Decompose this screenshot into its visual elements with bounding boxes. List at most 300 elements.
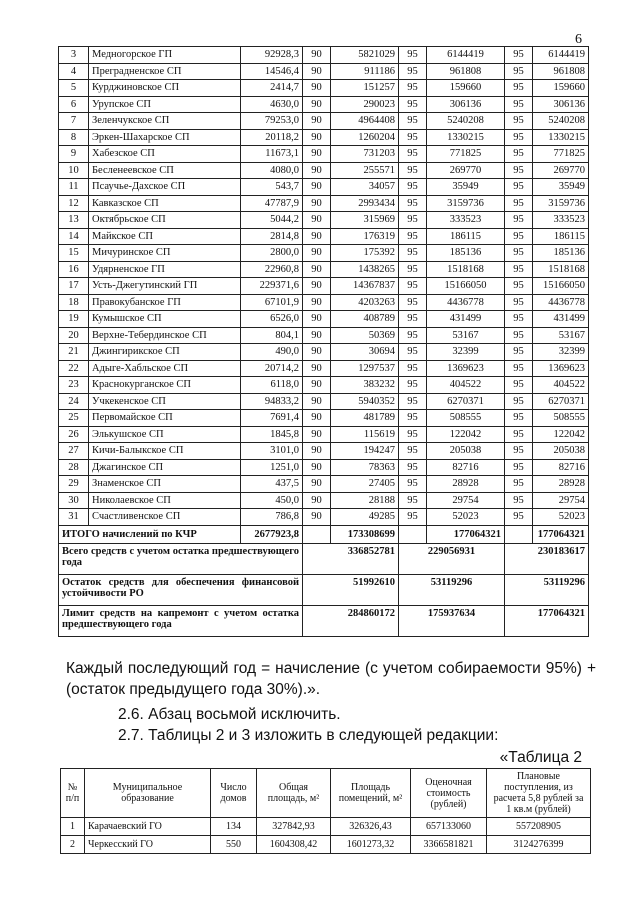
municipality-name: Верхне-Тебердинское СП [89, 327, 241, 344]
value-cell: 32399 [427, 344, 505, 361]
municipality-name: Джингирикское СП [89, 344, 241, 361]
value-cell: 290023 [331, 96, 399, 113]
header-cell: Площадь помещений, м² [331, 769, 411, 818]
row-number: 14 [59, 228, 89, 245]
table-cell: 657133060 [411, 818, 487, 836]
rate-cell: 95 [505, 245, 533, 262]
table-row [59, 294, 589, 311]
row-number: 31 [59, 509, 89, 526]
value-cell: 408789 [331, 311, 399, 328]
table-row [59, 327, 589, 344]
rate-cell: 90 [303, 146, 331, 163]
table-cell: 1604308,42 [257, 836, 331, 854]
municipality-name: Джагинское СП [89, 459, 241, 476]
value-cell: 175392 [331, 245, 399, 262]
value-cell: 1518168 [427, 261, 505, 278]
rate-cell: 90 [303, 261, 331, 278]
table-row [59, 47, 589, 64]
rate-cell: 95 [399, 96, 427, 113]
value-cell: 6270371 [533, 393, 589, 410]
summary-label: Остаток средств для обеспечения финансовой устойчивости РО [59, 574, 303, 605]
rate-cell: 95 [399, 278, 427, 295]
header-cell: Число домов [211, 769, 257, 818]
value-cell: 29754 [427, 492, 505, 509]
value-cell: 481789 [331, 410, 399, 427]
value-cell: 194247 [331, 443, 399, 460]
rate-cell: 90 [303, 311, 331, 328]
area-cell: 543,7 [241, 179, 303, 196]
rate-cell: 95 [399, 212, 427, 229]
area-cell: 47787,9 [241, 195, 303, 212]
row-number: 22 [59, 360, 89, 377]
value-cell: 333523 [533, 212, 589, 229]
municipality-name: Урупское СП [89, 96, 241, 113]
row-number: 20 [59, 327, 89, 344]
municipality-name: Николаевское СП [89, 492, 241, 509]
rate-cell: 95 [505, 146, 533, 163]
municipality-name: Эркен-Шахарское СП [89, 129, 241, 146]
municipality-name: Усть-Джегутинский ГП [89, 278, 241, 295]
summary-v2: 175937634 [399, 605, 505, 636]
row-number: 28 [59, 459, 89, 476]
municipality-name: Зеленчукское СП [89, 113, 241, 130]
summary-row [59, 574, 589, 605]
municipality-name: Удярненское ГП [89, 261, 241, 278]
value-cell: 205038 [427, 443, 505, 460]
rate-cell: 95 [505, 344, 533, 361]
area-cell: 6118,0 [241, 377, 303, 394]
value-cell: 315969 [331, 212, 399, 229]
table-cell: 327842,93 [257, 818, 331, 836]
header-cell: Оценочная стоимость (рублей) [411, 769, 487, 818]
table-cell: 326326,43 [331, 818, 411, 836]
value-cell: 78363 [331, 459, 399, 476]
value-cell: 961808 [427, 63, 505, 80]
value-cell: 159660 [427, 80, 505, 97]
row-number: 6 [59, 96, 89, 113]
area-cell: 94833,2 [241, 393, 303, 410]
value-cell: 1330215 [533, 129, 589, 146]
rate-cell: 95 [399, 377, 427, 394]
rate-cell: 95 [505, 80, 533, 97]
total-label: ИТОГО начислений по КЧР [59, 525, 241, 543]
value-cell: 122042 [533, 426, 589, 443]
rate-cell: 90 [303, 360, 331, 377]
summary-row [59, 543, 589, 574]
table-row [59, 360, 589, 377]
rate-cell: 90 [303, 179, 331, 196]
summary-v2: 53119296 [399, 574, 505, 605]
value-cell: 176319 [331, 228, 399, 245]
value-cell: 306136 [533, 96, 589, 113]
value-cell: 5240208 [427, 113, 505, 130]
header-cell: № п/п [61, 769, 85, 818]
rate-cell: 95 [399, 146, 427, 163]
table-row [59, 129, 589, 146]
summary-v1: 51992610 [303, 574, 399, 605]
table-row [59, 509, 589, 526]
rate-cell: 90 [303, 377, 331, 394]
area-cell: 7691,4 [241, 410, 303, 427]
area-cell: 437,5 [241, 476, 303, 493]
rate-cell: 95 [399, 195, 427, 212]
value-cell: 52023 [533, 509, 589, 526]
rate-cell: 95 [505, 63, 533, 80]
value-cell: 32399 [533, 344, 589, 361]
area-cell: 11673,1 [241, 146, 303, 163]
municipality-name: Адыге-Хабльское СП [89, 360, 241, 377]
rate-cell: 95 [505, 96, 533, 113]
rate-cell: 95 [505, 179, 533, 196]
table-row [59, 377, 589, 394]
rate-cell: 95 [505, 129, 533, 146]
value-cell: 151257 [331, 80, 399, 97]
value-cell: 1369623 [427, 360, 505, 377]
rate-cell: 90 [303, 212, 331, 229]
value-cell: 5940352 [331, 393, 399, 410]
rate-cell: 95 [399, 443, 427, 460]
table-cell: 1 [61, 818, 85, 836]
summary-v2: 229056931 [399, 543, 505, 574]
table-cell: Карачаевский ГО [85, 818, 211, 836]
rate-cell: 95 [505, 261, 533, 278]
area-cell: 79253,0 [241, 113, 303, 130]
total-area: 2677923,8 [241, 525, 303, 543]
rate-cell: 90 [303, 327, 331, 344]
rate-cell: 90 [303, 162, 331, 179]
table-row [59, 63, 589, 80]
municipality-name: Кумышское СП [89, 311, 241, 328]
rate-cell: 95 [505, 294, 533, 311]
area-cell: 490,0 [241, 344, 303, 361]
row-number: 30 [59, 492, 89, 509]
value-cell: 404522 [427, 377, 505, 394]
row-number: 11 [59, 179, 89, 196]
area-cell: 20118,2 [241, 129, 303, 146]
area-cell: 450,0 [241, 492, 303, 509]
row-number: 21 [59, 344, 89, 361]
value-cell: 185136 [427, 245, 505, 262]
value-cell: 4436778 [427, 294, 505, 311]
rate-cell: 95 [399, 360, 427, 377]
rate-cell: 90 [303, 426, 331, 443]
area-cell: 20714,2 [241, 360, 303, 377]
row-number: 13 [59, 212, 89, 229]
value-cell: 30694 [331, 344, 399, 361]
municipality-name: Правокубанское ГП [89, 294, 241, 311]
row-number: 16 [59, 261, 89, 278]
value-cell: 4964408 [331, 113, 399, 130]
row-number: 15 [59, 245, 89, 262]
rate-cell: 95 [505, 113, 533, 130]
value-cell: 6144419 [427, 47, 505, 64]
row-number: 18 [59, 294, 89, 311]
municipality-name: Бесленеевское СП [89, 162, 241, 179]
area-cell: 4630,0 [241, 96, 303, 113]
value-cell: 731203 [331, 146, 399, 163]
value-cell: 15166050 [427, 278, 505, 295]
rate-cell: 90 [303, 476, 331, 493]
rate-cell: 95 [505, 492, 533, 509]
rate-cell: 90 [303, 80, 331, 97]
row-number: 12 [59, 195, 89, 212]
value-cell: 1438265 [331, 261, 399, 278]
municipality-name: Октябрьское СП [89, 212, 241, 229]
rate-cell: 95 [399, 294, 427, 311]
area-cell: 67101,9 [241, 294, 303, 311]
value-cell: 431499 [533, 311, 589, 328]
header-cell: Общая площадь, м² [257, 769, 331, 818]
housing-table [60, 768, 591, 854]
area-cell: 6526,0 [241, 311, 303, 328]
rate-cell: 95 [505, 443, 533, 460]
row-number: 5 [59, 80, 89, 97]
row-number: 7 [59, 113, 89, 130]
rate-cell: 95 [399, 476, 427, 493]
value-cell: 1518168 [533, 261, 589, 278]
value-cell: 771825 [427, 146, 505, 163]
table-cell: Черкесский ГО [85, 836, 211, 854]
table-row [59, 162, 589, 179]
rate-cell: 95 [505, 278, 533, 295]
table-cell: 550 [211, 836, 257, 854]
area-cell: 2800,0 [241, 245, 303, 262]
area-cell: 4080,0 [241, 162, 303, 179]
rate-cell: 95 [399, 410, 427, 427]
total-row [59, 525, 589, 543]
rate-cell: 95 [505, 327, 533, 344]
rate-cell: 90 [303, 96, 331, 113]
row-number: 9 [59, 146, 89, 163]
municipality-name: Кичи-Балыкское СП [89, 443, 241, 460]
table-row [59, 476, 589, 493]
value-cell: 15166050 [533, 278, 589, 295]
rate-cell: 90 [303, 113, 331, 130]
value-cell: 185136 [533, 245, 589, 262]
row-number: 25 [59, 410, 89, 427]
area-cell: 1845,8 [241, 426, 303, 443]
municipality-name: Мичуринское СП [89, 245, 241, 262]
value-cell: 35949 [533, 179, 589, 196]
summary-v3: 230183617 [505, 543, 589, 574]
table-row [59, 179, 589, 196]
row-number: 4 [59, 63, 89, 80]
summary-label: Всего средств с учетом остатка предшествующего года [59, 543, 303, 574]
table-row [59, 195, 589, 212]
area-cell: 5044,2 [241, 212, 303, 229]
area-cell: 786,8 [241, 509, 303, 526]
rate-cell: 90 [303, 509, 331, 526]
area-cell: 1251,0 [241, 459, 303, 476]
table-cell: 134 [211, 818, 257, 836]
table-row [59, 344, 589, 361]
row-number: 26 [59, 426, 89, 443]
table-row [59, 393, 589, 410]
rate-cell: 90 [303, 393, 331, 410]
rate-cell: 95 [399, 80, 427, 97]
rate-cell: 95 [505, 426, 533, 443]
table-row [59, 311, 589, 328]
value-cell: 14367837 [331, 278, 399, 295]
table-row [61, 836, 591, 854]
value-cell: 34057 [331, 179, 399, 196]
value-cell: 404522 [533, 377, 589, 394]
summary-v3: 53119296 [505, 574, 589, 605]
rate-cell: 95 [399, 47, 427, 64]
value-cell: 3159736 [427, 195, 505, 212]
value-cell: 306136 [427, 96, 505, 113]
value-cell: 5821029 [331, 47, 399, 64]
value-cell: 255571 [331, 162, 399, 179]
rate-cell: 95 [399, 492, 427, 509]
area-cell: 3101,0 [241, 443, 303, 460]
value-cell: 53167 [427, 327, 505, 344]
value-cell: 431499 [427, 311, 505, 328]
summary-row [59, 605, 589, 636]
page-number: 6 [575, 32, 582, 47]
row-number: 27 [59, 443, 89, 460]
rate-cell: 95 [399, 344, 427, 361]
value-cell: 333523 [427, 212, 505, 229]
rate-cell: 95 [505, 410, 533, 427]
rate-cell: 95 [505, 195, 533, 212]
total-v2: 177064321 [427, 525, 505, 543]
paragraph-2-6: 2.6. Абзац восьмой исключить. [118, 706, 341, 723]
rate-cell: 90 [303, 129, 331, 146]
value-cell: 205038 [533, 443, 589, 460]
formula-paragraph: Каждый последующий год = начисление (с учетом собираемости 95%) + (остаток предыдущего года 30%).». [66, 660, 596, 698]
rate-cell: 95 [505, 47, 533, 64]
rate-cell: 95 [399, 426, 427, 443]
table-row [59, 426, 589, 443]
area-cell: 14546,4 [241, 63, 303, 80]
municipality-name: Первомайское СП [89, 410, 241, 427]
table-row [59, 278, 589, 295]
rate-cell: 95 [505, 393, 533, 410]
value-cell: 28928 [533, 476, 589, 493]
rate-cell: 95 [505, 162, 533, 179]
table-caption: «Таблица 2 [499, 749, 582, 766]
value-cell: 2993434 [331, 195, 399, 212]
rate-cell: 95 [399, 459, 427, 476]
rate-cell: 95 [505, 228, 533, 245]
header-cell: Муниципальное образование [85, 769, 211, 818]
table-cell: 3366581821 [411, 836, 487, 854]
value-cell: 186115 [533, 228, 589, 245]
rate-cell: 95 [399, 228, 427, 245]
rate-cell: 90 [303, 294, 331, 311]
value-cell: 52023 [427, 509, 505, 526]
value-cell: 508555 [427, 410, 505, 427]
rate-cell: 95 [399, 113, 427, 130]
municipality-name: Учкекенское СП [89, 393, 241, 410]
value-cell: 4436778 [533, 294, 589, 311]
value-cell: 1260204 [331, 129, 399, 146]
table-row [59, 80, 589, 97]
rate-cell: 95 [399, 179, 427, 196]
rate-cell: 95 [505, 476, 533, 493]
value-cell: 159660 [533, 80, 589, 97]
rate-cell: 95 [399, 63, 427, 80]
rate-cell: 95 [399, 245, 427, 262]
value-cell: 961808 [533, 63, 589, 80]
rate-cell: 95 [399, 261, 427, 278]
municipality-name: Элькушское СП [89, 426, 241, 443]
header-cell: Плановые поступления, из расчета 5,8 рублей за 1 кв.м (рублей) [487, 769, 591, 818]
rate-cell: 95 [505, 509, 533, 526]
rate-cell: 90 [303, 443, 331, 460]
value-cell: 1330215 [427, 129, 505, 146]
allocation-table [58, 46, 589, 637]
value-cell: 1369623 [533, 360, 589, 377]
rate-cell: 95 [505, 212, 533, 229]
rate-cell: 95 [399, 393, 427, 410]
value-cell: 5240208 [533, 113, 589, 130]
row-number: 17 [59, 278, 89, 295]
municipality-name: Хабезское СП [89, 146, 241, 163]
municipality-name: Курджиновское СП [89, 80, 241, 97]
row-number: 8 [59, 129, 89, 146]
rate-cell: 90 [303, 278, 331, 295]
area-cell: 229371,6 [241, 278, 303, 295]
table-header-row [61, 769, 591, 818]
value-cell: 6270371 [427, 393, 505, 410]
rate-cell: 95 [505, 377, 533, 394]
municipality-name: Майкское СП [89, 228, 241, 245]
municipality-name: Краснокурганское СП [89, 377, 241, 394]
area-cell: 22960,8 [241, 261, 303, 278]
table-row [59, 459, 589, 476]
rate-cell: 95 [399, 162, 427, 179]
table-row [59, 261, 589, 278]
value-cell: 6144419 [533, 47, 589, 64]
rate-cell: 95 [505, 459, 533, 476]
row-number: 29 [59, 476, 89, 493]
table-row [59, 212, 589, 229]
table-cell: 557208905 [487, 818, 591, 836]
paragraph-2-7: 2.7. Таблицы 2 и 3 изложить в следующей редакции: [118, 727, 499, 744]
rate-cell: 90 [303, 410, 331, 427]
rate-cell: 90 [303, 195, 331, 212]
table-row [59, 443, 589, 460]
area-cell: 804,1 [241, 327, 303, 344]
value-cell: 911186 [331, 63, 399, 80]
rate-cell: 95 [399, 129, 427, 146]
summary-v3: 177064321 [505, 605, 589, 636]
table-row [59, 96, 589, 113]
table-cell: 2 [61, 836, 85, 854]
row-number: 3 [59, 47, 89, 64]
municipality-name: Счастливенское СП [89, 509, 241, 526]
row-number: 10 [59, 162, 89, 179]
rate-cell: 95 [399, 311, 427, 328]
value-cell: 269770 [427, 162, 505, 179]
value-cell: 82716 [427, 459, 505, 476]
row-number: 23 [59, 377, 89, 394]
value-cell: 122042 [427, 426, 505, 443]
row-number: 19 [59, 311, 89, 328]
value-cell: 269770 [533, 162, 589, 179]
total-v1: 173308699 [331, 525, 399, 543]
table-row [61, 818, 591, 836]
value-cell: 115619 [331, 426, 399, 443]
rate-cell: 90 [303, 245, 331, 262]
value-cell: 3159736 [533, 195, 589, 212]
value-cell: 49285 [331, 509, 399, 526]
value-cell: 28188 [331, 492, 399, 509]
municipality-name: Знаменское СП [89, 476, 241, 493]
municipality-name: Преградненское СП [89, 63, 241, 80]
